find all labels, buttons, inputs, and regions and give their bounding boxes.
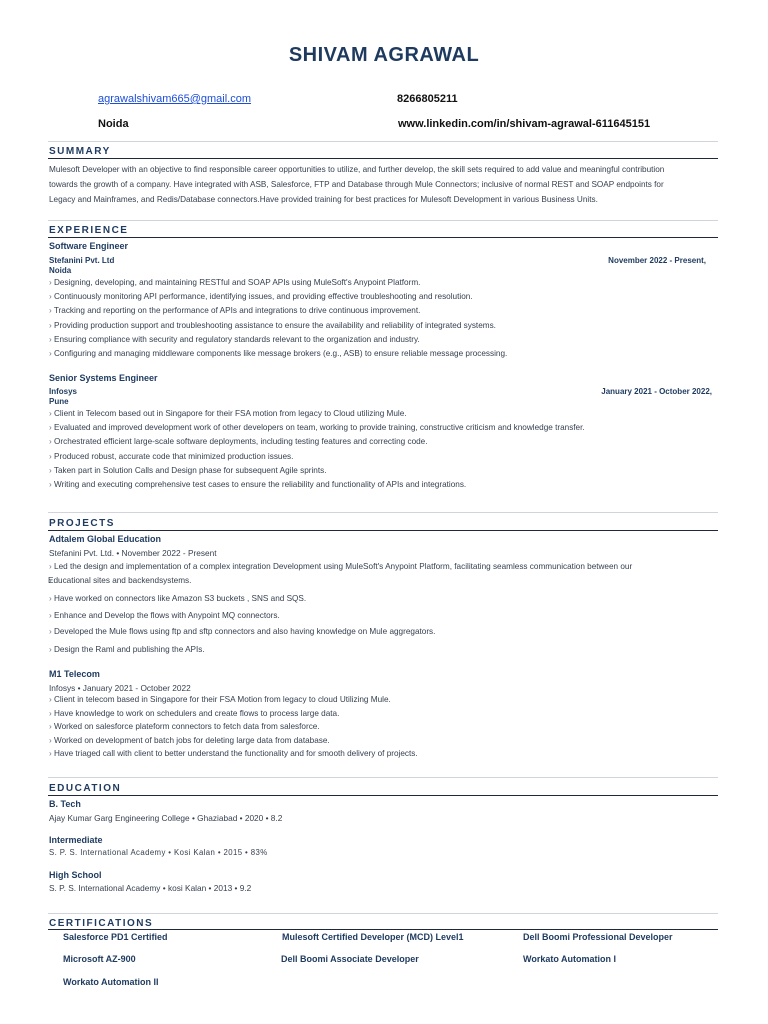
summary-divider <box>48 158 718 159</box>
projects-heading: PROJECTS <box>49 518 115 529</box>
list-item: › Configuring and managing middleware components like message brokers (e.g., ASB) to ensure reliable message processing. <box>49 349 507 363</box>
list-item: › Orchestrated efficient large-scale software deployments, including testing features and correcting code. <box>49 437 585 451</box>
education-heading: EDUCATION <box>49 783 122 794</box>
summary-line: towards the growth of a company. Have integrated with ASB, Salesforce, FTP and Database through Mule Connectors; inclusive of normal REST and SOAP endpoints for <box>49 180 664 189</box>
experience-heading: EXPERIENCE <box>49 225 129 236</box>
list-item: › Client in telecom based in Singapore for their FSA Motion from legacy to cloud Utilizing Mule. <box>49 695 418 709</box>
job-dates: January 2021 - October 2022, <box>601 387 712 396</box>
list-item: › Design the Raml and publishing the APIs. <box>49 645 632 659</box>
list-item: › Have knowledge to work on schedulers and create flows to process large data. <box>49 709 418 723</box>
certification-item: Dell Boomi Associate Developer <box>281 954 419 964</box>
list-item: › Evaluated and improved development work of other developers on team, working to provide training, constructive criticism and knowledge transfer. <box>49 423 585 437</box>
list-item: › Developed the Mule flows using ftp and sftp connectors and also having knowledge on Mule aggregators. <box>49 627 632 645</box>
job-bullets <box>49 278 507 363</box>
list-item: › Client in Telecom based out in Singapore for their FSA motion from legacy to Cloud utilizing Mule. <box>49 409 585 423</box>
job-location: Noida <box>49 266 72 275</box>
list-item: › Worked on salesforce plateform connectors to fetch data from salesforce. <box>49 722 418 736</box>
email-link[interactable]: agrawalshivam665@gmail.com <box>98 93 252 105</box>
certifications-divider <box>48 929 718 930</box>
summary-line: Mulesoft Developer with an objective to find responsible career opportunities to utilize, and further develop, the skill sets required to add value and meaningful contribution <box>49 165 665 174</box>
project-meta: Infosys • January 2021 - October 2022 <box>49 683 191 693</box>
experience-top-divider <box>48 220 718 221</box>
education-divider <box>48 795 718 796</box>
list-item: › Have worked on connectors like Amazon S3 buckets , SNS and SQS. <box>49 594 632 611</box>
list-item: › Ensuring compliance with security and regulatory standards relevant to the organization and industry. <box>49 335 507 349</box>
job-company: Infosys <box>49 387 78 396</box>
certification-item: Microsoft AZ-900 <box>63 954 136 964</box>
phone-number: 8266805211 <box>397 93 458 105</box>
project-bullets <box>49 695 418 763</box>
summary-top-divider <box>48 141 718 142</box>
project-meta: Stefanini Pvt. Ltd. • November 2022 - Present <box>49 548 217 558</box>
education-degree: Intermediate <box>49 835 103 845</box>
job-role: Senior Systems Engineer <box>49 373 158 383</box>
certification-item: Workato Automation II <box>63 977 159 987</box>
job-company: Stefanini Pvt. Ltd <box>49 256 115 265</box>
list-item: › Providing production support and troubleshooting assistance to ensure the availability and reliability of integrated systems. <box>49 321 507 335</box>
projects-divider <box>48 530 718 531</box>
project-name: M1 Telecom <box>49 669 100 679</box>
certifications-heading: CERTIFICATIONS <box>49 918 154 929</box>
job-dates: November 2022 - Present, <box>608 256 706 265</box>
education-meta: Ajay Kumar Garg Engineering College • Ghaziabad • 2020 • 8.2 <box>49 813 283 823</box>
list-item <box>49 576 632 594</box>
certifications-top-divider <box>48 913 718 914</box>
projects-top-divider <box>48 512 718 513</box>
certification-item: Workato Automation I <box>523 954 616 964</box>
city: Noida <box>98 118 129 130</box>
summary-line: Legacy and Mainframes, and Redis/Database connectors.Have provided training for best practices for Mulesoft Development in various Business Units. <box>49 195 598 204</box>
certification-item: Mulesoft Certified Developer (MCD) Level1 <box>282 932 464 942</box>
list-item-continuation: Educational sites and backendsystems. <box>48 576 192 586</box>
summary-heading: SUMMARY <box>49 146 111 157</box>
list-item: › Designing, developing, and maintaining RESTful and SOAP APIs using MuleSoft's Anypoint Platform. <box>49 278 507 292</box>
education-meta: S. P. S. International Academy • kosi Kalan • 2013 • 9.2 <box>49 883 252 893</box>
education-meta: S. P. S. International Academy • Kosi Kalan • 2015 • 83% <box>49 848 268 857</box>
job-role: Software Engineer <box>49 241 129 251</box>
list-item: › Writing and executing comprehensive test cases to ensure the reliability and functionality of APIs and integrations. <box>49 480 585 494</box>
list-item: › Continuously monitoring API performance, identifying issues, and providing effective troubleshooting and resolution. <box>49 292 507 306</box>
education-degree: B. Tech <box>49 799 81 809</box>
project-bullets <box>49 562 632 659</box>
project-name: Adtalem Global Education <box>49 534 162 544</box>
list-item: › Taken part in Solution Calls and Design phase for subsequent Agile sprints. <box>49 466 585 480</box>
certification-item: Dell Boomi Professional Developer <box>523 932 673 942</box>
experience-divider <box>48 237 718 238</box>
list-item: › Enhance and Develop the flows with Anypoint MQ connectors. <box>49 611 632 627</box>
job-location: Pune <box>49 397 69 406</box>
summary-text <box>49 162 719 207</box>
linkedin-link[interactable]: www.linkedin.com/in/shivam-agrawal-611645151 <box>398 118 651 130</box>
list-item: › Tracking and reporting on the performance of APIs and integrations to drive continuous improvement. <box>49 306 507 320</box>
candidate-name: SHIVAM AGRAWAL <box>288 44 480 66</box>
list-item: › Led the design and implementation of a complex integration Development using MuleSoft's Anypoint Platform, facilitating seamless communication between our <box>49 562 632 576</box>
education-degree: High School <box>49 870 102 880</box>
job-bullets <box>49 409 585 494</box>
list-item: › Have triaged call with client to better understand the functionality and for smooth delivery of projects. <box>49 749 418 763</box>
list-item: › Produced robust, accurate code that minimized production issues. <box>49 452 585 466</box>
certification-item: Salesforce PD1 Certified <box>63 932 168 942</box>
list-item: › Worked on development of batch jobs for deleting large data from database. <box>49 736 418 750</box>
education-top-divider <box>48 777 718 778</box>
